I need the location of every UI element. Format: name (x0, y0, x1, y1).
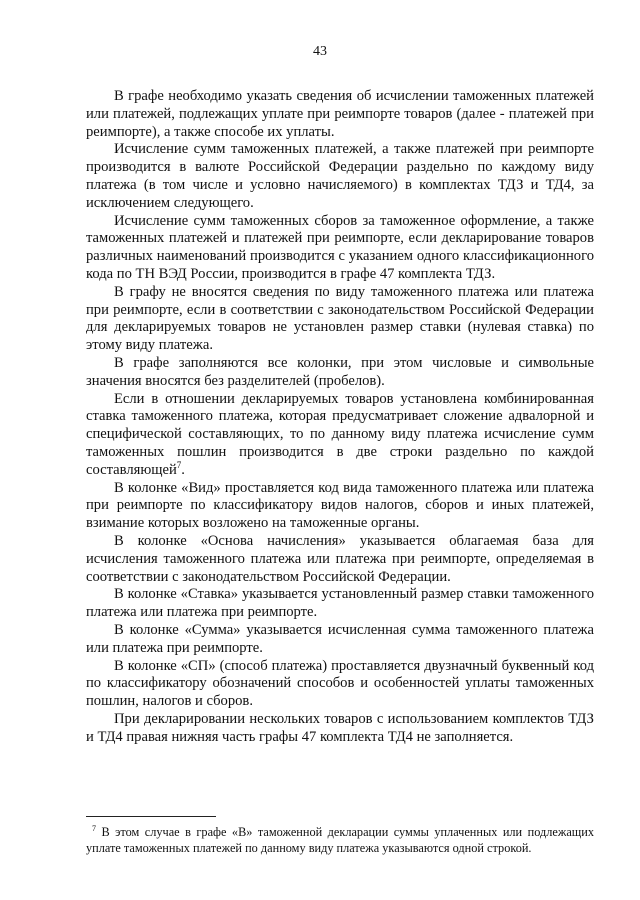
footnote-reference[interactable]: 7 (176, 459, 182, 470)
paragraph: Исчисление сумм таможенных платежей, а также платежей при реимпорте производится в валюте Российской Федерации раздельно по каждому виду платежа (в том числе и условно начисляемого) в комплектах ТДЗ и ТД4, за исключением следующего. (86, 141, 594, 211)
paragraph: При декларировании нескольких товаров с использованием комплектов ТДЗ и ТД4 правая нижняя часть графы 47 комплекта ТД4 не заполняется. (86, 710, 594, 745)
paragraph: В колонке «Ставка» указывается установленный размер ставки таможенного платежа или платежа при реимпорте. (86, 586, 594, 621)
paragraph: В графу не вносятся сведения по виду таможенного платежа или платежа при реимпорте, если в соответствии с законодательством Российской Федерации для декларируемых товаров не установлен размер ставки (нулевая ставка) по этому виду платежа. (86, 283, 594, 354)
paragraph: В колонке «Сумма» указывается исчисленная сумма таможенного платежа или платежа при реимпорте. (86, 621, 594, 656)
paragraph-with-footnote-ref: Если в отношении декларируемых товаров установлена комбинированная ставка таможенного платежа, которая предусматривает сложение адвалорной и специфической составляющих, то по данному виду платежа исчисление сумм таможенных пошлин производится в две строки раздельно по каждой составляющей$^7$. (86, 390, 594, 478)
body-text (86, 88, 594, 746)
paragraph: В колонке «Вид» проставляется код вида таможенного платежа или платежа при реимпорте по классификатору видов налогов, сборов и иных платежей, взимание которых возложено на таможенные органы. (86, 479, 594, 532)
paragraph: В графе заполняются все колонки, при этом числовые и символьные значения вносятся без разделителей (пробелов). (86, 354, 594, 389)
paragraph: В колонке «Основа начисления» указывается облагаемая база для исчисления таможенного платежа или платежа при реимпорте, определяемая в соответствии с законодательством Российской Федерации. (86, 532, 594, 585)
paragraph: В колонке «СП» (способ платежа) проставляется двузначный буквенный код по классификатору обозначений способов и особенностей уплаты таможенных пошлин, налогов и сборов. (86, 657, 594, 710)
footnote-separator (86, 816, 216, 817)
footnote-text: В этом случае в графе «В» таможенной декларации суммы уплаченных или подлежащих уплате таможенных платежей по данному виду платежа указываются одной строкой. (86, 825, 594, 855)
paragraph-text: Если в отношении декларируемых товаров установлена комбинированная ставка таможенного платежа, которая предусматривает сложение адвалорной и специфической составляющих, то по данному виду платежа исчисление сумм таможенных пошлин производится в две строки раздельно по каждой составляющей (86, 390, 594, 478)
footnote (86, 824, 594, 856)
paragraph: Исчисление сумм таможенных сборов за таможенное оформление, а также таможенных платежей и платежей при реимпорте, если декларирование товаров различных наименований производится с указанием одного классификационного кода по ТН ВЭД России, производится в графе 47 комплекта ТДЗ. (86, 212, 594, 282)
page-number: 43 (313, 44, 327, 59)
footnote-marker: 7 (92, 823, 96, 833)
paragraph: В графе необходимо указать сведения об исчислении таможенных платежей или платежей, подлежащих уплате при реимпорте товаров (далее - платежей при реимпорте), а также способе их уплаты. (86, 88, 594, 140)
